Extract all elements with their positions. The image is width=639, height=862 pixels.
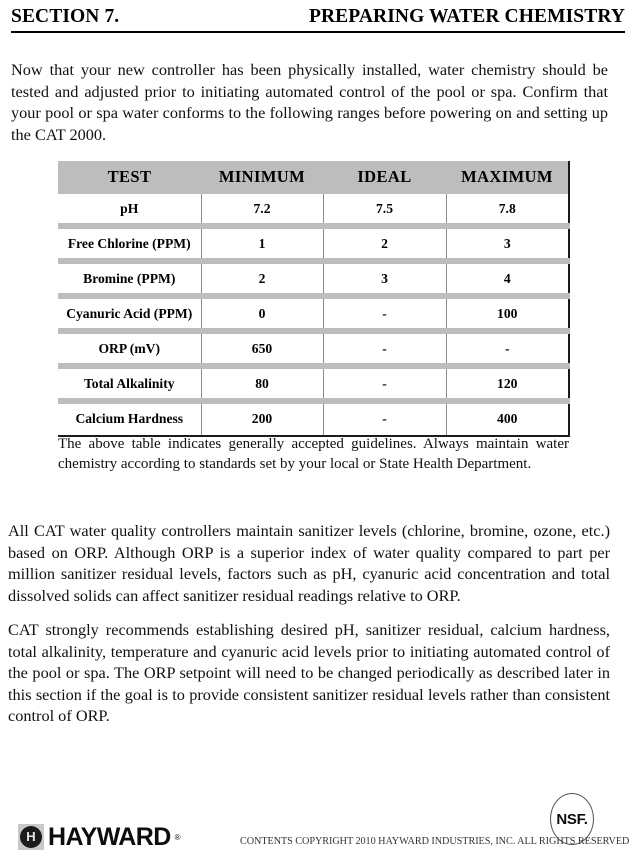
column-header-ideal: IDEAL bbox=[323, 161, 446, 194]
table-row bbox=[58, 226, 569, 261]
cell-maximum: - bbox=[446, 331, 569, 366]
table-row bbox=[58, 194, 569, 226]
cell-ideal: 3 bbox=[323, 261, 446, 296]
cell-minimum: 1 bbox=[201, 226, 323, 261]
cell-minimum: 200 bbox=[201, 401, 323, 436]
table-row bbox=[58, 366, 569, 401]
water-chemistry-table bbox=[58, 161, 570, 437]
cell-test: pH bbox=[58, 194, 201, 226]
cell-minimum: 0 bbox=[201, 296, 323, 331]
table-row bbox=[58, 261, 569, 296]
table-header-row bbox=[58, 161, 569, 194]
cell-test: Cyanuric Acid (PPM) bbox=[58, 296, 201, 331]
table-row bbox=[58, 331, 569, 366]
logo-letter: H bbox=[26, 829, 36, 844]
copyright-notice: CONTENTS COPYRIGHT 2010 HAYWARD INDUSTRIES, INC. ALL RIGHTS RESERVED bbox=[240, 836, 630, 847]
cell-ideal: - bbox=[323, 401, 446, 436]
cell-maximum: 3 bbox=[446, 226, 569, 261]
cell-minimum: 80 bbox=[201, 366, 323, 401]
cell-minimum: 2 bbox=[201, 261, 323, 296]
cell-test: ORP (mV) bbox=[58, 331, 201, 366]
body-paragraph-1: All CAT water quality controllers maintain sanitizer levels (chlorine, bromine, ozone, etc.) based on ORP. Although ORP is a superior index of water quality compared to part per million sanitizer residual levels, factors such as pH, cyanuric acid concentration and total dissolved solids can affect sanitizer residual readings relative to ORP. bbox=[8, 521, 610, 605]
cell-test: Free Chlorine (PPM) bbox=[58, 226, 201, 261]
section-number: SECTION 7. bbox=[11, 6, 120, 27]
cell-ideal: 2 bbox=[323, 226, 446, 261]
column-header-maximum: MAXIMUM bbox=[446, 161, 569, 194]
hayward-logo bbox=[18, 824, 181, 850]
cell-ideal: - bbox=[323, 296, 446, 331]
column-header-test: TEST bbox=[58, 161, 201, 194]
cell-test: Total Alkalinity bbox=[58, 366, 201, 401]
cell-maximum: 4 bbox=[446, 261, 569, 296]
table-row bbox=[58, 296, 569, 331]
cell-maximum: 100 bbox=[446, 296, 569, 331]
table-row bbox=[58, 401, 569, 436]
table-body bbox=[58, 194, 569, 436]
page-title bbox=[11, 6, 625, 33]
section-title: PREPARING WATER CHEMISTRY bbox=[308, 6, 625, 27]
cell-minimum: 7.2 bbox=[201, 194, 323, 226]
table-caption: The above table indicates generally accepted guidelines. Always maintain water chemistry according to standards set by your local or State Health Department. bbox=[58, 436, 569, 472]
body-paragraph-2: CAT strongly recommends establishing desired pH, sanitizer residual, calcium hardness, total alkalinity, temperature and cyanuric acid levels prior to initiating automated control of the pool or spa. The ORP setpoint will need to be changed periodically as described later in this section if the goal is to provide consistent sanitizer residual levels rather than consistent control of ORP. bbox=[8, 620, 610, 726]
registered-trademark-icon: ® bbox=[174, 832, 181, 842]
cell-ideal: 7.5 bbox=[323, 194, 446, 226]
page-footer bbox=[0, 788, 639, 862]
intro-paragraph: Now that your new controller has been physically installed, water chemistry should be tested and adjusted prior to initiating automated control of the pool or spa. Confirm that your pool or spa water conforms to the following ranges before powering on and setting up the CAT 2000. bbox=[11, 60, 608, 144]
cell-ideal: - bbox=[323, 366, 446, 401]
cell-ideal: - bbox=[323, 331, 446, 366]
nsf-label: NSF. bbox=[556, 810, 588, 828]
hayward-emblem-icon bbox=[18, 824, 44, 850]
cell-test: Calcium Hardness bbox=[58, 401, 201, 436]
nsf-certification-mark bbox=[550, 793, 594, 845]
hayward-wordmark: HAYWARD bbox=[48, 823, 171, 851]
water-chemistry-table-container bbox=[58, 161, 569, 437]
cell-minimum: 650 bbox=[201, 331, 323, 366]
cell-maximum: 7.8 bbox=[446, 194, 569, 226]
cell-test: Bromine (PPM) bbox=[58, 261, 201, 296]
column-header-minimum: MINIMUM bbox=[201, 161, 323, 194]
cell-maximum: 120 bbox=[446, 366, 569, 401]
cell-maximum: 400 bbox=[446, 401, 569, 436]
